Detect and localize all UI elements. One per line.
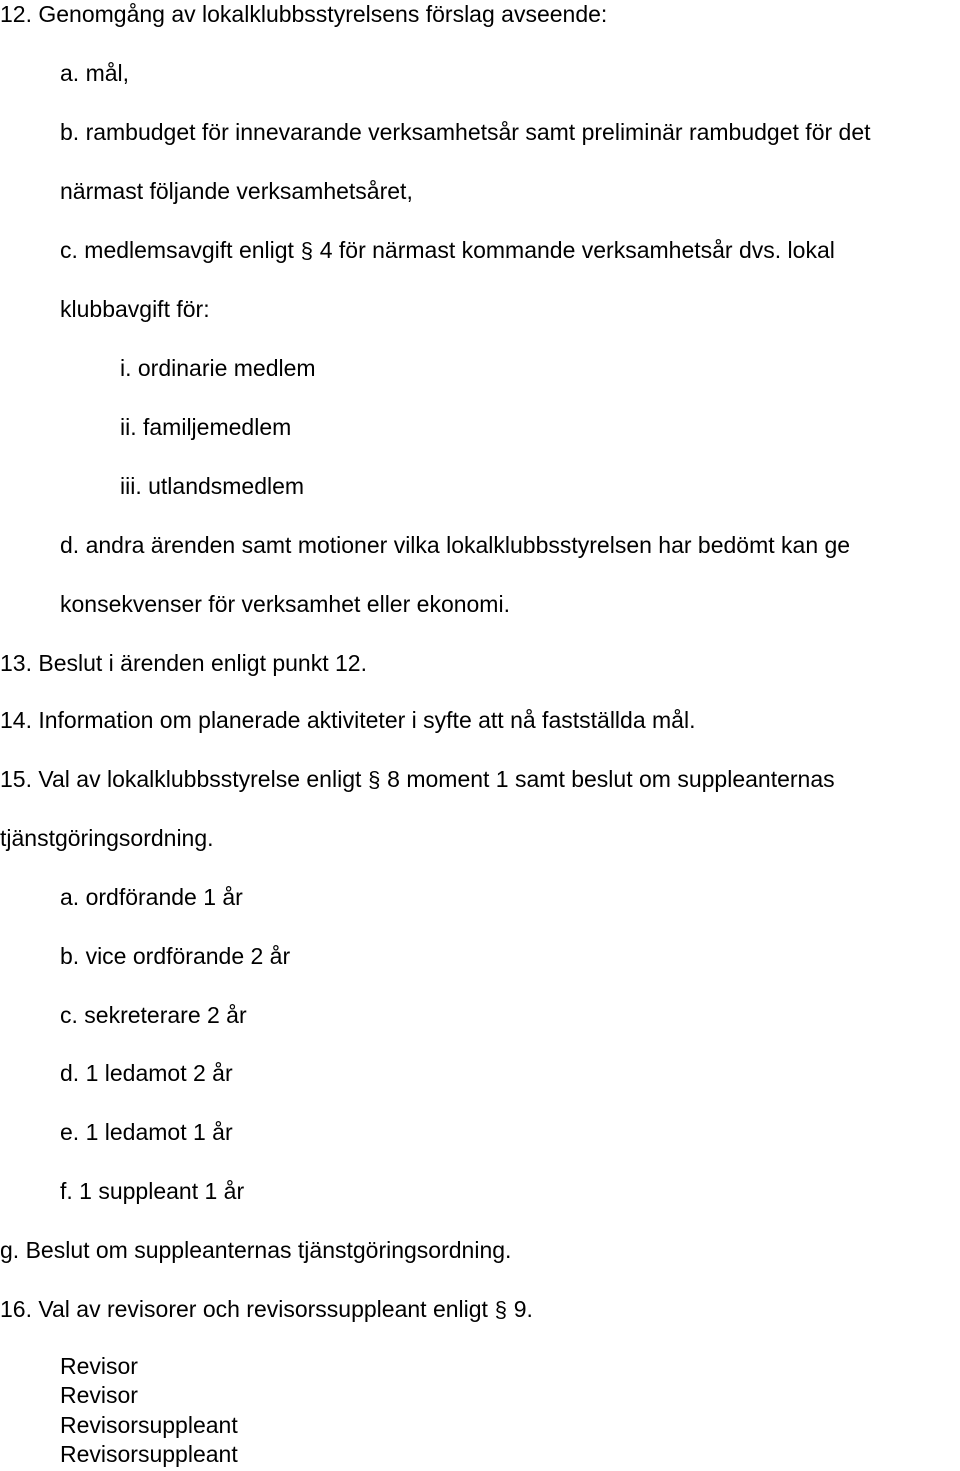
- item-12c-iii: iii. utlandsmedlem: [120, 473, 305, 499]
- item-15f: f. 1 suppleant 1 år: [60, 1178, 245, 1204]
- item-15c: c. sekreterare 2 år: [60, 1002, 247, 1028]
- item-12b-line1: b. rambudget för innevarande verksamhetsår samt preliminär rambudget för det: [60, 119, 871, 145]
- item-12b-line2: närmast följande verksamhetsåret,: [60, 178, 413, 204]
- item-12c-line2: klubbavgift för:: [60, 296, 210, 322]
- item-12a: a. mål,: [60, 60, 130, 86]
- item-12c-line1-text-start: c. medlemsavgift enligt: [60, 237, 294, 263]
- item-12c-line1-text-end: 4 för närmast kommande verksamhetsår dvs. lokal: [319, 237, 835, 263]
- item-16-heading: [0, 1295, 533, 1324]
- item-12c-i: i. ordinarie medlem: [120, 355, 316, 381]
- role-revisorsuppleant-1: Revisorsuppleant: [60, 1412, 238, 1438]
- item-12-heading: 12. Genomgång av lokalklubbsstyrelsens förslag avseende:: [0, 1, 608, 27]
- section-sign: §: [368, 767, 381, 792]
- role-revisor-1: Revisor: [60, 1353, 138, 1379]
- item-13: 13. Beslut i ärenden enligt punkt 12.: [0, 650, 367, 676]
- item-12c-line1: [60, 236, 835, 265]
- item-12d-line2: konsekvenser för verksamhet eller ekonomi.: [60, 591, 510, 617]
- item-15-line1: [0, 765, 835, 794]
- item-15-line1-text-end: 8 moment 1 samt beslut om suppleanternas: [387, 766, 835, 792]
- section-sign: §: [494, 1297, 507, 1322]
- role-revisorsuppleant-2: Revisorsuppleant: [60, 1441, 238, 1467]
- item-16-heading-text-end: 9.: [513, 1296, 533, 1322]
- item-15-line2: tjänstgöringsordning.: [0, 825, 214, 851]
- item-15g: g. Beslut om suppleanternas tjänstgöringsordning.: [0, 1237, 512, 1263]
- item-15b: b. vice ordförande 2 år: [60, 943, 291, 969]
- item-12d-line1: d. andra ärenden samt motioner vilka lokalklubbsstyrelsen har bedömt kan ge: [60, 532, 851, 558]
- section-sign: §: [300, 238, 313, 263]
- item-15d: d. 1 ledamot 2 år: [60, 1060, 233, 1086]
- role-revisor-2: Revisor: [60, 1382, 138, 1408]
- item-12c-ii: ii. familjemedlem: [120, 414, 292, 440]
- item-15a: a. ordförande 1 år: [60, 884, 243, 910]
- item-15e: e. 1 ledamot 1 år: [60, 1119, 233, 1145]
- item-14: 14. Information om planerade aktiviteter i syfte att nå fastställda mål.: [0, 707, 696, 733]
- item-15-line1-text-start: 15. Val av lokalklubbsstyrelse enligt: [0, 766, 362, 792]
- item-16-heading-text-start: 16. Val av revisorer och revisorssuppleant enligt: [0, 1296, 488, 1322]
